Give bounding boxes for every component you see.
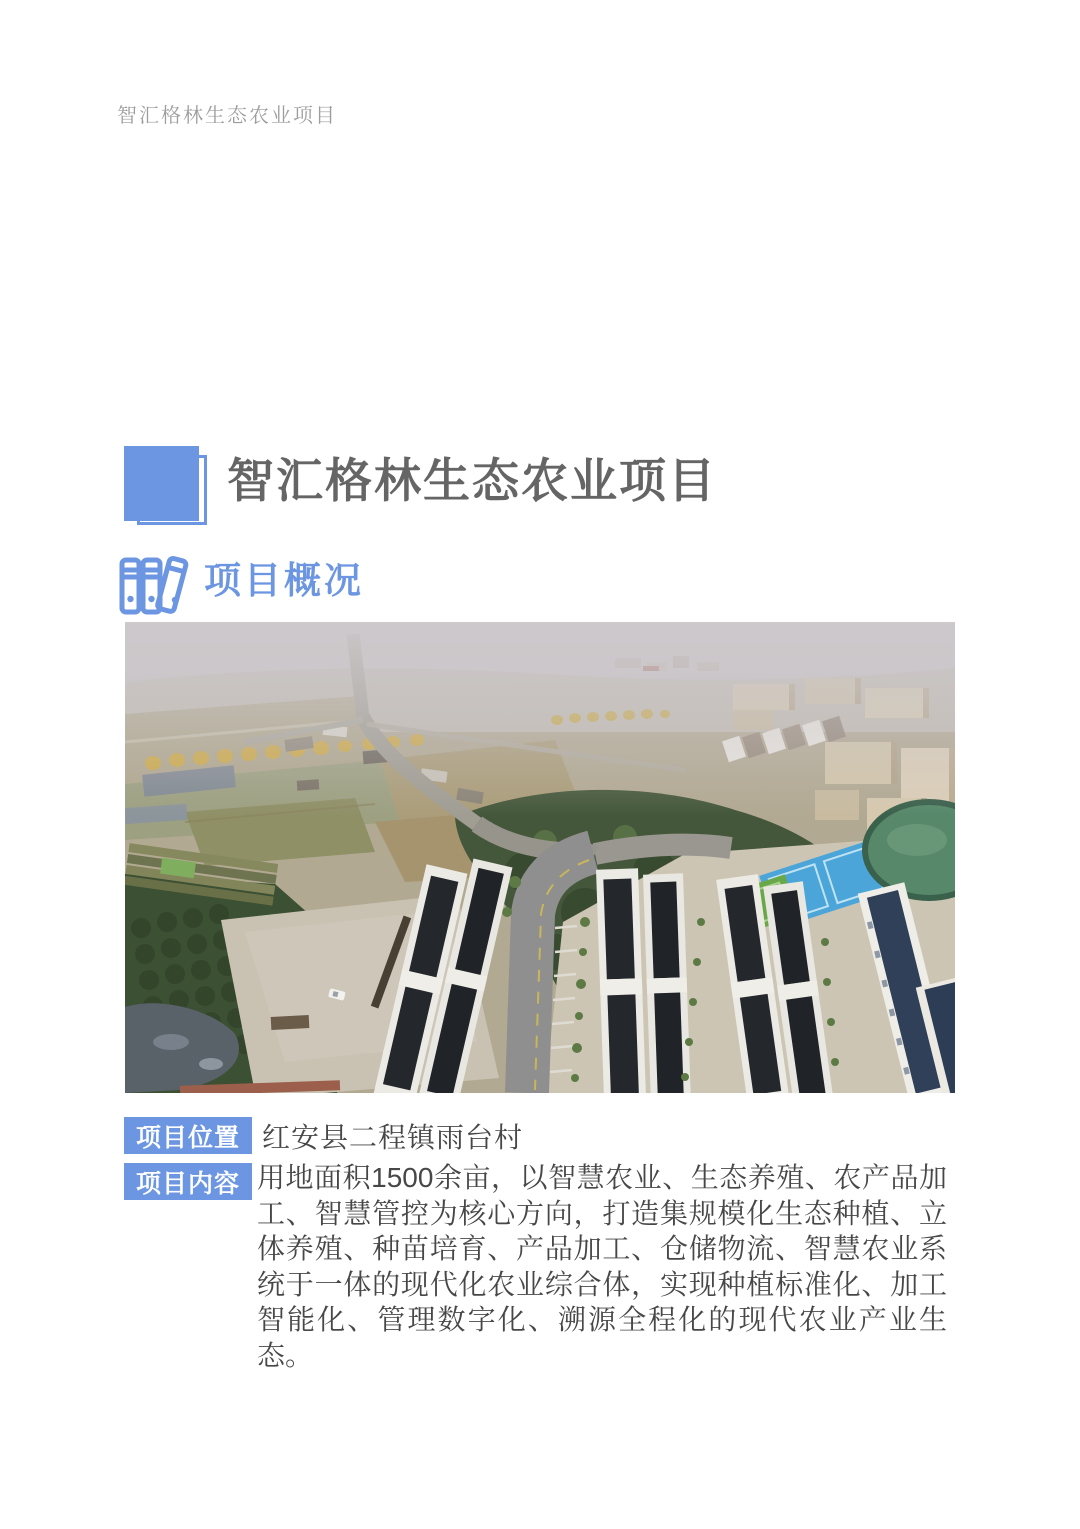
square-icon [124,446,224,542]
aerial-photo [125,622,955,1093]
aerial-photo-art [125,622,955,1093]
content-text: 用地面积1500余亩，以智慧农业、生态养殖、农产品加工、智慧管控为核心方向，打造集规模化生态种植、立体养殖、种苗培育、产品加工、仓储物流、智慧农业系统于一体的现代化农业综合体，实现种植标准化、加工智能化、管理数字化、溯源全程化的现代农业产业生态。 [257,1162,947,1371]
books-icon [116,551,192,617]
location-value: 红安县二程镇雨台村 [262,1121,524,1153]
content-badge: 项目内容 [124,1163,252,1200]
location-badge: 项目位置 [124,1117,252,1154]
page-title: 智汇格林生态农业项目 [227,454,717,507]
square-icon-fill [124,446,199,521]
section-title: 项目概况 [204,560,364,601]
page-header: 智汇格林生态农业项目 [117,105,337,127]
